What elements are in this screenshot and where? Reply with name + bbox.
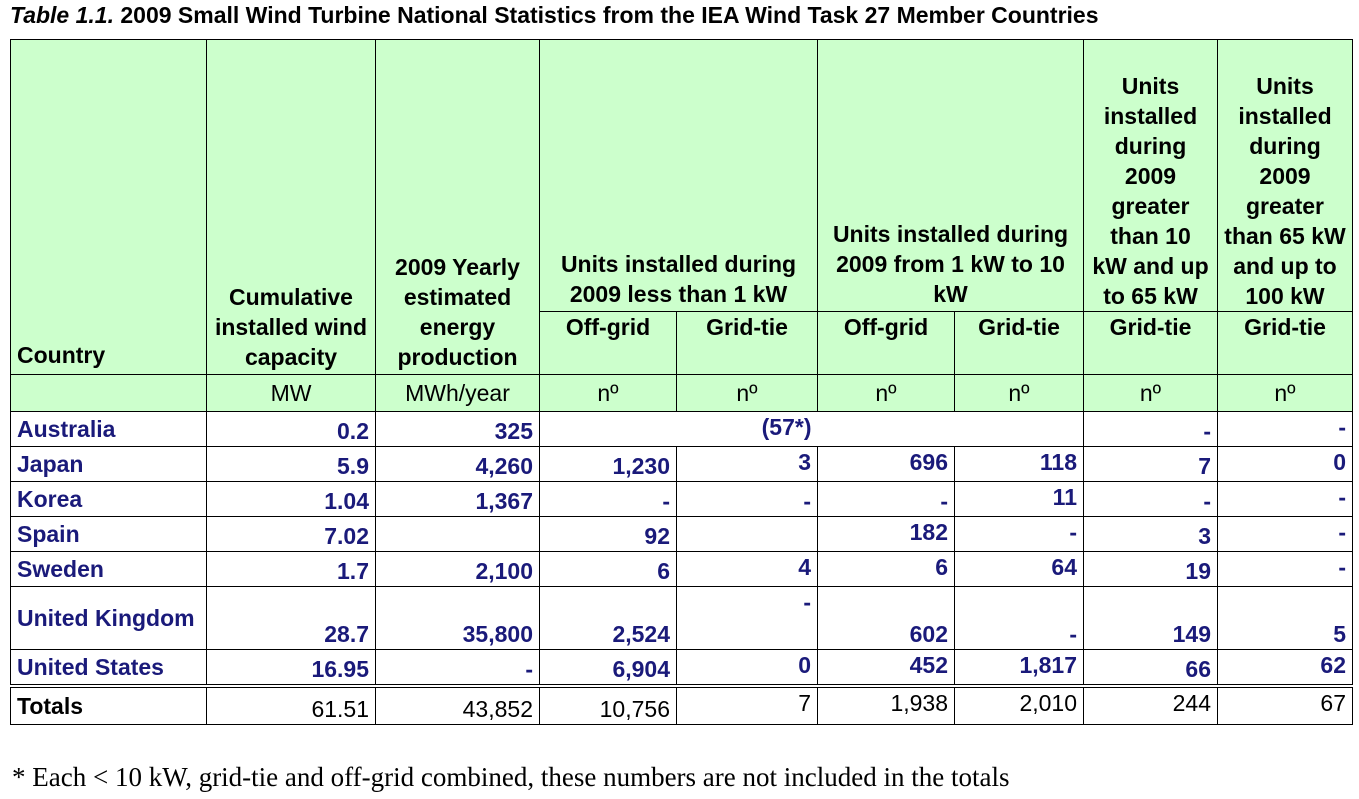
table-row (11, 517, 1353, 552)
capacity-cell: 7.02 (207, 517, 376, 552)
g100-cell: 5 (1218, 587, 1353, 650)
totals-capacity: 61.51 (207, 686, 376, 725)
energy-cell: - (376, 650, 540, 687)
mid-gridtie-cell: - (955, 587, 1084, 650)
country-cell: United States (11, 650, 207, 687)
header-lt1-offgrid: Off-grid (540, 312, 677, 375)
capacity-cell: 1.04 (207, 482, 376, 517)
country-cell: Sweden (11, 552, 207, 587)
lt1-gridtie-cell: 3 (677, 447, 818, 482)
header-energy: 2009 Yearly estimated energy production (376, 40, 540, 375)
totals-row (11, 686, 1353, 725)
table-row (11, 587, 1353, 650)
table-title (10, 2, 1099, 29)
g100-cell: - (1218, 412, 1353, 447)
capacity-cell: 5.9 (207, 447, 376, 482)
country-cell: Australia (11, 412, 207, 447)
capacity-cell: 1.7 (207, 552, 376, 587)
g100-cell: - (1218, 517, 1353, 552)
country-cell: Spain (11, 517, 207, 552)
totals-label: Totals (11, 686, 207, 725)
header-g100-gridtie: Grid-tie (1218, 312, 1353, 375)
country-cell: United Kingdom (11, 587, 207, 650)
totals-g65: 244 (1084, 686, 1218, 725)
unit-mw: MW (207, 375, 376, 412)
lt1-offgrid-cell: 6 (540, 552, 677, 587)
energy-cell: 325 (376, 412, 540, 447)
header-65-to-100kw: Units installed during 2009 greater than 65 kW and up to 100 kW (1218, 40, 1353, 312)
lt1-gridtie-cell: (57*) (677, 412, 818, 447)
g65-cell: - (1084, 482, 1218, 517)
mid-gridtie-cell: 11 (955, 482, 1084, 517)
table-row (11, 650, 1353, 687)
header-lt1-gridtie: Grid-tie (677, 312, 818, 375)
mid-offgrid-cell: 182 (818, 517, 955, 552)
totals-energy: 43,852 (376, 686, 540, 725)
lt1-offgrid-cell (540, 412, 677, 447)
country-cell: Korea (11, 482, 207, 517)
mid-gridtie-cell: 64 (955, 552, 1084, 587)
statistics-table (10, 39, 1353, 725)
energy-cell: 4,260 (376, 447, 540, 482)
g100-cell: - (1218, 552, 1353, 587)
energy-cell: 1,367 (376, 482, 540, 517)
g65-cell: 3 (1084, 517, 1218, 552)
capacity-cell: 0.2 (207, 412, 376, 447)
lt1-gridtie-cell: 0 (677, 650, 818, 687)
mid-offgrid-cell: 602 (818, 587, 955, 650)
header-capacity: Cumulative installed wind capacity (207, 40, 376, 375)
lt1-offgrid-cell: 92 (540, 517, 677, 552)
energy-cell (376, 517, 540, 552)
totals-mid-offgrid: 1,938 (818, 686, 955, 725)
unit-no: nº (1084, 375, 1218, 412)
energy-cell: 2,100 (376, 552, 540, 587)
g65-cell: - (1084, 412, 1218, 447)
totals-mid-gridtie: 2,010 (955, 686, 1084, 725)
table-row (11, 482, 1353, 517)
g65-cell: 66 (1084, 650, 1218, 687)
country-cell: Japan (11, 447, 207, 482)
g100-cell: - (1218, 482, 1353, 517)
capacity-cell: 28.7 (207, 587, 376, 650)
mid-offgrid-cell: - (818, 482, 955, 517)
header-less-than-1kw: Units installed during 2009 less than 1 kW (540, 40, 818, 312)
table-row (11, 412, 1353, 447)
mid-offgrid-cell: 696 (818, 447, 955, 482)
energy-cell: 35,800 (376, 587, 540, 650)
table-row (11, 552, 1353, 587)
table-title-text: 2009 Small Wind Turbine National Statistics from the IEA Wind Task 27 Member Countries (120, 2, 1099, 28)
lt1-gridtie-cell (677, 517, 818, 552)
unit-no: nº (818, 375, 955, 412)
totals-g100: 67 (1218, 686, 1353, 725)
capacity-cell: 16.95 (207, 650, 376, 687)
mid-offgrid-cell: 6 (818, 552, 955, 587)
mid-gridtie-cell: 118 (955, 447, 1084, 482)
lt1-gridtie-cell: - (677, 587, 818, 650)
table-number: Table 1.1. (10, 2, 114, 28)
lt1-offgrid-cell: 1,230 (540, 447, 677, 482)
table-row (11, 447, 1353, 482)
lt1-offgrid-cell: 6,904 (540, 650, 677, 687)
header-10-to-65kw: Units installed during 2009 greater than 10 kW and up to 65 kW (1084, 40, 1218, 312)
unit-mwh: MWh/year (376, 375, 540, 412)
totals-lt1-offgrid: 10,756 (540, 686, 677, 725)
g100-cell: 0 (1218, 447, 1353, 482)
mid-gridtie-cell (955, 412, 1084, 447)
mid-gridtie-cell: - (955, 517, 1084, 552)
g65-cell: 149 (1084, 587, 1218, 650)
g65-cell: 19 (1084, 552, 1218, 587)
unit-no: nº (955, 375, 1084, 412)
unit-empty (11, 375, 207, 412)
header-mid-gridtie: Grid-tie (955, 312, 1084, 375)
mid-gridtie-cell: 1,817 (955, 650, 1084, 687)
lt1-gridtie-cell: 4 (677, 552, 818, 587)
unit-no: nº (540, 375, 677, 412)
header-g65-gridtie: Grid-tie (1084, 312, 1218, 375)
header-mid-offgrid: Off-grid (818, 312, 955, 375)
mid-offgrid-cell: 452 (818, 650, 955, 687)
lt1-gridtie-cell: - (677, 482, 818, 517)
lt1-offgrid-cell: - (540, 482, 677, 517)
mid-offgrid-cell (818, 412, 955, 447)
header-1-to-10kw: Units installed during 2009 from 1 kW to 10 kW (818, 40, 1084, 312)
g65-cell: 7 (1084, 447, 1218, 482)
lt1-offgrid-cell: 2,524 (540, 587, 677, 650)
unit-no: nº (677, 375, 818, 412)
footnote: * Each < 10 kW, grid-tie and off-grid combined, these numbers are not included in the totals (12, 762, 1010, 792)
g100-cell: 62 (1218, 650, 1353, 687)
unit-no: nº (1218, 375, 1353, 412)
totals-lt1-gridtie: 7 (677, 686, 818, 725)
header-country: Country (11, 40, 207, 375)
